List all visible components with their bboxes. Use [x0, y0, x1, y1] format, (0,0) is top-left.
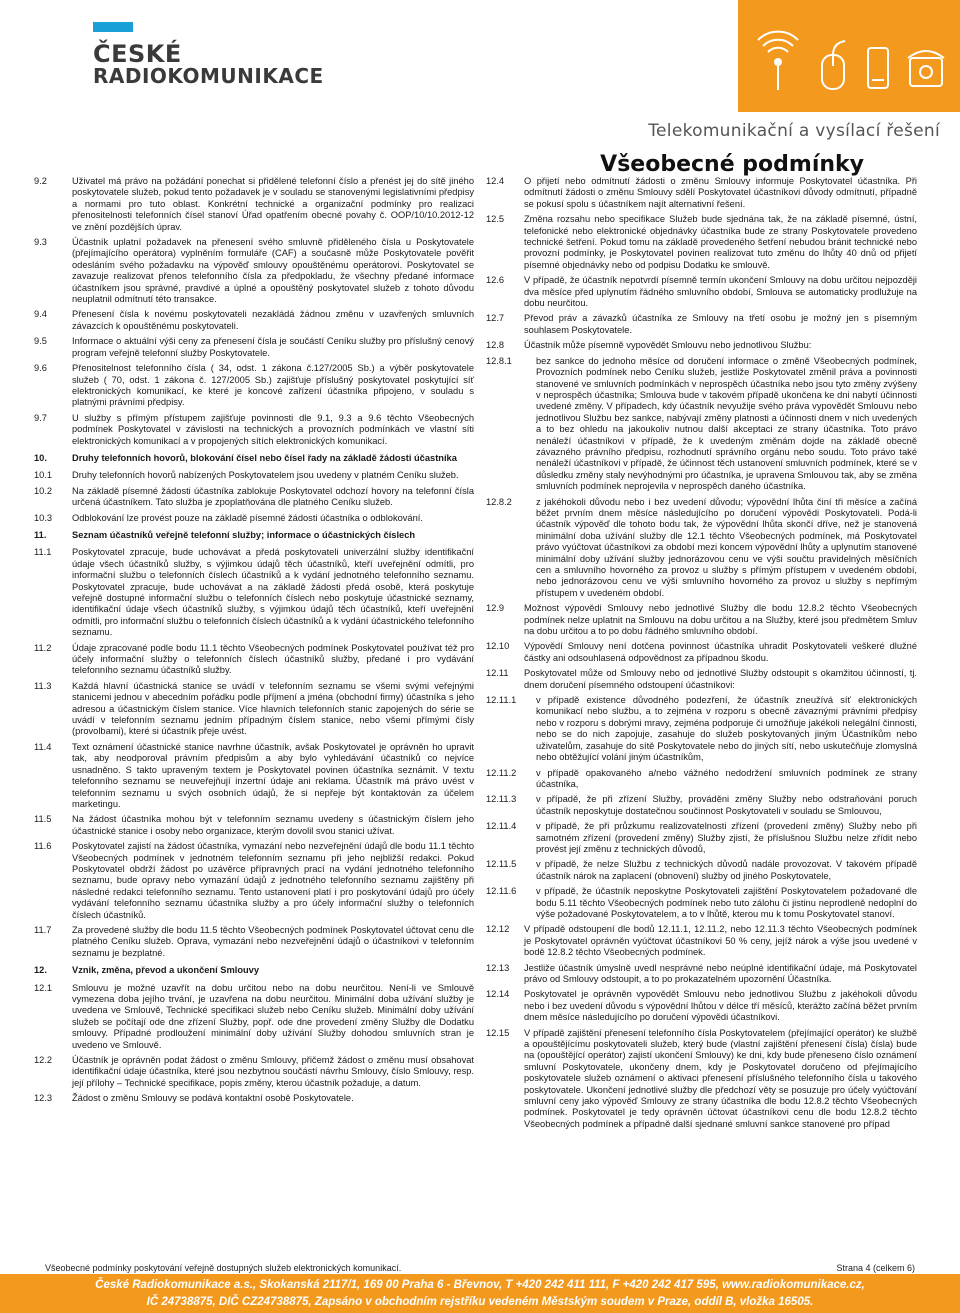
paragraph	[34, 547, 474, 638]
company-address: České Radiokomunikace a.s., Skokanská 2117/1, 169 00 Praha 6 - Břevnov, T +420 242 411 111, F +420 242 417 595, www.radiokomunikace.cz,	[95, 1279, 865, 1291]
paragraph-number: 9.5	[34, 336, 47, 347]
paragraph	[486, 1028, 917, 1131]
paragraph	[34, 176, 474, 233]
paragraph	[34, 1055, 474, 1089]
paragraph	[486, 768, 917, 791]
paragraph-text: Poskytovatel zpracuje, bude uchovávat a předá poskytovateli univerzální služby identifikační údaje všech účastníků služby, s výjimkou údajů těch účastníků, kteří uveřejnění odmítli, pro informační službu o telefonních číslech účastníků a k vydání jednotného telefonního seznamu. Poskytovatel zpracuje, bude uchovávat a na základě žádosti předá osobě, která poskytuje veřejně dostupné informační službu o telefonních číslech nebo poskytuje účastnické seznamy, identifikační údaje všech účastníků služby, s výjimkou údajů těch účastníků, kteří uveřejnění odmítli, pro informační službu o telefonních číslech účastníků a k vydání účastnického telefonního seznamu.	[72, 547, 474, 638]
paragraph-text: Uživatel má právo na požádání ponechat si přidělené telefonní číslo a přenést jej do sítě jiného poskytovatele služeb, pokud tento požadavek je v souladu se stanovenými legislativními předpisy a normami pro tuto oblast. Konkrétní technické a organizační podmínky pro realizaci přenositelnosti telefonních čísel stanoví Úřad opatřením obecné povahy č. OOP/10/10.2012-12 ve znění pozdějších úprav.	[72, 176, 474, 232]
paragraph-number: 12.	[34, 965, 47, 976]
paragraph-text: Seznam účastníků veřejně telefonní služby; informace o účastnických číslech	[72, 529, 416, 540]
paragraph	[34, 983, 474, 1051]
left-column	[34, 176, 474, 1109]
paragraph-number: 12.13	[486, 962, 510, 973]
paragraph-number: 12.3	[34, 1093, 53, 1104]
paragraph	[486, 695, 917, 763]
paragraph	[34, 681, 474, 738]
paragraph-number: 12.7	[486, 313, 505, 324]
paragraph-text: Poskytovatel je oprávněn vypovědět Smlouvu nebo jednotlivou Službu z jakéhokoli důvodu nebo i bez uvedení důvodu s výpovědní lhůtou v délce tří měsíců, kterážto začíná běžet prvním dnem měsíce následujícího po doručení výpovědi účastníkovi.	[524, 989, 917, 1023]
paragraph-text: Na základě písemné žádosti účastníka zablokuje Poskytovatel odchozí hovory na telefonní čísla určená účastníkem. Tato služba je zpoplatňována dle platného Ceníku služeb.	[72, 485, 474, 508]
paragraph-number: 10.3	[34, 512, 53, 523]
paragraph-number: 10.	[34, 452, 47, 463]
paragraph-text: V případě, že účastník nepotvrdí písemně termín ukončení Smlouvy na dobu určitou nejpozději dva měsíce před uplynutím řádného smluvního období, Smlouva se automaticky prodlužuje na dobu neurčitou.	[524, 275, 917, 309]
paragraph-number: 9.6	[34, 363, 47, 374]
paragraph	[486, 924, 917, 958]
paragraph-text: Za provedené služby dle bodu 11.5 těchto Všeobecných podmínek Poskytovatel účtovat cenu dle platného Ceníku služeb. Oprava, vymazání nebo nezveřejnění údajů o účastníkovi v telefonním seznamu je bezplatné.	[72, 924, 474, 958]
paragraph-text: V případě zajištění přenesení telefonního čísla Poskytovatelem (přejímající operátor) ke službě a opouštějícímu poskytovateli služeb, který bude (vlastní zajištění přenesení čísla) čísla) bude na (opouštějící operátor) zajistí ukončení Smlouvy) ke dni, kdy bude přeneseno číslo oznámení smluvní Poskytovatele, ukončeny dnem, kdy je Poskytovatel doručeno od přejímajícího poskytovatele služeb oznámení o aktivaci přenesení příslušného telefonního čísla u takového poskytovatele. Ukončení jednotlivé služby dle předchozí věty se posuzuje pro účely vyúčtování smluvní ceny jako výpověď Smlouvy ze strany účastníka dle bodu 12.8.2 těchto Všeobecných podmínek. Poskytovatel je tedy oprávněn účtovat účastníkovi cenu dle bodu 12.8.2 těchto Všeobecných podmínek a případně další sjednané smluvní sankce stanovené pro případ	[524, 1027, 917, 1129]
document-title: Všeobecné podmínky	[600, 152, 864, 177]
paragraph-text: Přenesení čísla k novému poskytovateli nezakládá žádnou změnu v uzavřených smluvních závazcích k opouštěnému poskytovateli.	[72, 309, 474, 331]
paragraph	[34, 237, 474, 305]
paragraph-number: 11.3	[34, 680, 52, 691]
paragraph-number: 9.2	[34, 176, 47, 186]
paragraph-number: 11.7	[34, 924, 52, 935]
paragraph	[34, 363, 474, 409]
header-icon-panel	[738, 0, 960, 112]
paragraph-number: 12.11.5	[486, 859, 517, 870]
paragraph-text: U služby s přímým přístupem zajišťuje povinnosti dle 9.1, 9.3 a 9.6 těchto Všeobecných podmínek Poskytovatel v závislosti na technických a provozních podmínkách ve vlastní síti elektronických komunikací a v propojených sítích elektronických komunikací.	[72, 412, 474, 446]
paragraph	[486, 821, 917, 855]
paragraph-number: 11.2	[34, 642, 52, 653]
paragraph-number: 9.3	[34, 237, 47, 248]
paragraph-number: 12.10	[486, 641, 510, 652]
paragraph-text: Účastník může písemně vypovědět Smlouvu nebo jednotlivou Službu:	[524, 340, 812, 351]
paragraph	[486, 886, 917, 920]
paragraph	[34, 486, 474, 509]
paragraph	[34, 742, 474, 810]
paragraph-number: 12.15	[486, 1027, 510, 1038]
paragraph	[486, 641, 917, 664]
tagline: Telekomunikační a vysílací řešení	[648, 121, 940, 141]
paragraph-number: 12.11.4	[486, 821, 517, 832]
paragraph-text: Údaje zpracované podle bodu 11.1 těchto Všeobecných podmínek Poskytovatel používat též pro účely informační služby o telefonních číslech účastníků služby, předané i pro vydávání telefonního seznamu účastníků služby.	[72, 642, 474, 676]
paragraph	[34, 513, 474, 524]
paragraph-number: 12.8.2	[486, 496, 512, 507]
paragraph	[486, 214, 917, 271]
paragraph-text: Přenositelnost telefonního čísla ( 34, odst. 1 zákona č.127/2005 Sb.) a výběr poskytovatele služeb ( 70, odst. 1 zákona č. 127/2005 Sb.) zajišťuje příslušný poskytovatel poskytující síť elektronických komunikací, ke které je koncové zařízení účastníka připojeno, v souladu s platnými právními předpisy.	[72, 363, 474, 408]
paragraph-text: Možnost výpovědi Smlouvy nebo jednotlivé Služby dle bodu 12.8.2 těchto Všeobecných podmínek nelze uplatnit na Smlouvu na dobu určitou a na Služby, které jsou předmětem Smluv na dobu určitou a to po dobu řádného smluvního období.	[524, 603, 917, 637]
paragraph-number: 12.8.1	[486, 355, 512, 366]
paragraph-number: 9.4	[34, 309, 47, 320]
footer-text	[45, 1263, 915, 1273]
right-column	[486, 176, 917, 1134]
mouse-icon	[822, 41, 845, 89]
paragraph-number: 11.4	[34, 741, 52, 752]
paragraph-number: 12.14	[486, 989, 510, 1000]
paragraph-number: 12.11.2	[486, 767, 517, 778]
paragraph-number: 12.8	[486, 340, 505, 351]
paragraph-number: 12.11.1	[486, 695, 517, 706]
company-registration: IČ 24738875, DIČ CZ24738875, Zapsáno v obchodním rejstříku vedeném Městským soudem v Praze, oddíl B, vložka 16505.	[146, 1296, 814, 1308]
paragraph	[34, 925, 474, 959]
paragraph-text: v případě existence důvodného podezření, že účastník zneužívá síť elektronických komunikací nebo službu, a to zejména v rozporu s obecně závaznými právními předpisy nebo v rozporu s dobrými mravy, zejména podporuje či umožňuje jakékoli nelegální činnosti, nebo se do nich zapojuje, zasahuje do služeb poskytovaných jiným Účastníkům nebo uživatelům, zasahuje do sítě Poskytovatele nebo do jiných sítí, nebo uskutečňuje zlomyslná nebo obtěžující volání jiným účastníkům,	[536, 695, 917, 763]
paragraph-number: 12.11.6	[486, 886, 517, 897]
paragraph-number: 12.11.3	[486, 794, 517, 805]
paragraph-number: 11.	[34, 529, 47, 540]
paragraph	[486, 176, 917, 210]
footer-document-name: Všeobecné podmínky poskytování veřejně dostupných služeb elektronických komunikací.	[45, 1263, 402, 1273]
paragraph-number: 12.6	[486, 275, 505, 286]
section-heading	[34, 965, 474, 976]
paragraph-text: Výpovědí Smlouvy není dotčena povinnost účastníka uhradit Poskytovateli veškeré dlužné částky ani odsouhlasená odpovědnost za případnou škodu.	[524, 641, 917, 663]
paragraph-number: 12.4	[486, 176, 505, 186]
mobile-phone-icon	[868, 48, 888, 88]
paragraph-number: 12.1	[34, 982, 53, 993]
paragraph-text: Každá hlavní účastnická stanice se uvádí v telefonním seznamu se všemi svými veřejnými stanicemi jednou v abecedním pořádku podle příjmení a jména (obchodní firmy) účastníka s jeho adresou a účastnickým číslem stanice. Více hlavních telefonních stanic zapojených do série se uvádí v telefonním seznamu jedním případným číslem stanice, nebo všemi přímými čísly (provolbami), které si účastník přeje uvést.	[72, 680, 474, 737]
paragraph-text: Jestliže účastník úmyslně uvedl nesprávné nebo neúplné identifikační údaje, má Poskytovatel právo od Smlouvy odstoupit, a to po prokazatelném upozornění Účastníka.	[524, 962, 917, 984]
paragraph-text: Druhy telefonních hovorů, blokování čísel nebo čísel řady na základě žádosti účastníka	[72, 452, 457, 463]
telephone-icon	[908, 51, 944, 86]
paragraph-text: Poskytovatel zajistí na žádost účastníka, vymazání nebo nezveřejnění údajů dle bodu 11.1 těchto Všeobecných podmínek v jednotném telefonním seznamu při jeho nejbližší redakci. Pokud Poskytovatel obdrží žádost po uzávěrce přípravných prací na vydání jednotného telefonního seznamu, bude opravy nebo vymazání údajů z jednotného telefonního seznamu zajištěny při následné redakci telefonního seznamu. Tento ustanovení platí i pro poskytování údajů pro účely vydávání telefonního seznamu účastníka služby a pro účely informační služby o telefonních číslech účastníků.	[72, 841, 474, 920]
paragraph-text: Text oznámení účastnické stanice navrhne účastník, avšak Poskytovatel je oprávněn ho upravit tak, aby neodporoval právním předpisům a aby bylo vyhledávání účastníků co nejvíce usnadněno. S takto upraveným textem je Poskytovatel povinen účastníka seznámit. V textu telefonního seznamu se neuveřejňují inzertní údaje ani reklama. Účastník má právo uvést v telefonním seznamu u svých osobních údajů, že si nepřeje být kontaktován za účelem marketingu.	[72, 741, 474, 809]
paragraph-text: V případě odstoupení dle bodů 12.11.1, 12.11.2, nebo 12.11.3 těchto Všeobecných podmínek je Poskytovatel oprávněn vyúčtovat účastníkovi 50 % ceny, jejíž nárok a výše jsou uvedené v bodě 12.8.2 těchto Všeobecných podmínek.	[524, 924, 917, 958]
paragraph-text: Informace o aktuální výši ceny za přenesení čísla je součástí Ceníku služby pro příslušný cenový program veřejně telefonní služby Poskytovatele.	[72, 336, 474, 358]
paragraph-text: v případě, že při zřízení Služby, prováděni změny Služby nebo odstraňování poruch účastník neposkytuje dostatečnou součinnost Poskytovateli v souladu se Smlouvou,	[536, 794, 917, 816]
paragraph	[486, 340, 917, 351]
paragraph	[486, 859, 917, 882]
paragraph-number: 12.12	[486, 924, 510, 935]
paragraph-number: 11.5	[34, 814, 52, 825]
paragraph-text: v případě, že nelze Službu z technických důvodů nadále provozovat. V takovém případě účastník nárok na zaplacení (obnovení) služby od jiného Poskytovatele,	[536, 859, 917, 881]
paragraph	[34, 470, 474, 481]
paragraph	[486, 989, 917, 1023]
page-header	[0, 0, 960, 190]
logo-line-1: ČESKÉ	[93, 40, 182, 68]
company-info-bar	[0, 1274, 960, 1313]
paragraph-text: z jakéhokoli důvodu nebo i bez uvedení důvodu; výpovědní lhůta činí tři měsíce a začíná běžet prvním dnem měsíce následujícího po doručení výpovědi Poskytovateli. Podá-li účastník výpověď dle tohoto bodu tak, že výpovědní lhůta skončí dříve, než je stanovená minimální doba užívání služby dle 12.1 těchto Všeobecných podmínek, má Poskytovatel právo vyúčtovat účastníkovi za období mezi koncem výpovědní lhůty a uplynutím stanovené minimální doby užívání služby jednorázovou cenu ve výši součtu pravidelných měsíčních cen a smluvního hovorného za provoz u služby s přímým přístupem v uvedeném období, nebo jednorázovou cenu ve výši smluvního hovorného za provoz u služby s nepřímým přístupem v uvedeném období.	[536, 496, 917, 598]
paragraph-number: 12.9	[486, 603, 505, 614]
paragraph-text: Změna rozsahu nebo specifikace Služeb bude sjednána tak, že na základě písemné, ústní, telefonické nebo elektronické objednávky účastníka bude ze strany Poskytovatele provedeno technické šetření. Pokud tomu na základě provedeného šetření nebudou bránit technické nebo provozní podmínky, je Poskytovatel povinen realizovat tuto změnu do lhůty 40 dnů od přijetí písemné objednávky nebo od podpisu Dodatku ke smlouvě.	[524, 214, 917, 270]
section-heading	[34, 530, 474, 541]
section-heading	[34, 453, 474, 464]
page-number: Strana 4 (celkem 6)	[836, 1263, 915, 1273]
paragraph	[34, 1093, 474, 1104]
paragraph	[486, 497, 917, 600]
paragraph	[486, 313, 917, 336]
paragraph	[486, 668, 917, 691]
paragraph	[486, 603, 917, 637]
paragraph-text: Poskytovatel může od Smlouvy nebo od jednotlivé Služby odstoupit s okamžitou účinností, tj. dnem doručení písemného odstoupení účastníkovi:	[524, 668, 917, 690]
paragraph-text: v případě, že účastník neposkytne Poskytovateli zajištění Poskytovatelem požadované dle bodu 5.11 těchto Všeobecných podmínek nebo tuto zálohu či jistinu neprodleně nedoplní do výše požadované Poskytovatelem, a to v lhůtě, kterou mu k tomu Poskytovatel stanoví.	[536, 886, 917, 919]
paragraph	[486, 794, 917, 817]
paragraph-text: O přijetí nebo odmítnutí žádosti o změnu Smlouvy informuje Poskytovatel účastníka. Při odmítnutí žádosti o změnu Smlouvy sdělí Poskytovatel účastníkovi důvody odmítnutí, případně se pokusí spolu s účastníkem najít alternativní řešení.	[524, 176, 917, 209]
paragraph-number: 11.6	[34, 841, 52, 852]
paragraph-number: 10.1	[34, 470, 53, 481]
paragraph-text: v případě, že při průzkumu realizovatelnosti zřízení (provedení změny) Služby nebo při samotném zřízení (provedení změny) Služby zjistí, že příslušnou Službu nelze zřídit nebo provést její změnu z technických důvodů,	[536, 821, 917, 854]
paragraph-number: 12.11	[486, 668, 509, 679]
paragraph-text: Účastník uplatní požadavek na přenesení svého smluvně přiděleného čísla u Poskytovatele (přejímajícího operátora) vyplněním formuláře (CAF) a současně může Poskytovatele pověřit odesláním svého požadavku na výpověď smlouvy opouštěnému operátorovi. Poskytovatel se zavazuje realizovat přenos telefonního čísla za předpokladu, že všechny předané informace účastníkem jsou správné, pravdivé a úplné a opouštěný poskytovatel služeb z tohoto důvodu neuplatnil odmítnutí této transakce.	[72, 237, 474, 305]
paragraph	[34, 841, 474, 921]
paragraph	[486, 356, 917, 493]
paragraph-text: Žádost o změnu Smlouvy se podává kontaktní osobě Poskytovatele.	[72, 1093, 354, 1104]
paragraph-text: v případě opakovaného a/nebo vážného nedodržení smluvních podmínek ze strany účastníka,	[536, 767, 917, 789]
paragraph-number: 11.1	[34, 547, 52, 558]
paragraph	[34, 309, 474, 332]
paragraph	[34, 413, 474, 447]
paragraph	[486, 963, 917, 986]
paragraph	[34, 643, 474, 677]
paragraph-text: Smlouvu je možné uzavřít na dobu určitou nebo na dobu neurčitou. Není-li ve Smlouvě vymezena doba jejího trvání, je uzavřena na dobu neurčitou. Minimální doba užívání služby je uvedena ve Smlouvě, Technické specifikaci služeb nebo Ceníku služeb. Minimální doby užívání služeb se počítají ode dne zřízení Služby, popř. ode dne provedení změny Služby dle Dodatku smlouvy. Případné prodloužení minimální doby užívání Služby dohodou smluvních stran je uvedeno ve Smlouvě.	[72, 982, 474, 1050]
paragraph-number: 12.5	[486, 214, 505, 225]
logo-accent-bar	[93, 22, 133, 32]
paragraph-text: Účastník je oprávněn podat žádost o změnu Smlouvy, přičemž žádost o změnu musí obsahovat identifikační údaje účastníka, které jsou nezbytnou součástí návrhu Smlouvy, číslo Smlouvy, resp. její přílohy – Technické specifikace, popis změny, kterou účastník požaduje, a datum.	[72, 1055, 474, 1088]
paragraph-text: Odblokování lze provést pouze na základě písemné žádosti účastníka o odblokování.	[72, 512, 423, 523]
paragraph	[34, 814, 474, 837]
paragraph-text: bez sankce do jednoho měsíce od doručení informace o změně Všeobecných podmínek, Provozních podmínek nebo Ceníku služeb, jestliže Poskytovatel změnil práva a povinnosti stanovené ve smluvních podmínkách v neprospěch účastníka nebo jsou tyto změny zvýšeny v neprospěch účastníka; Smlouva bude v takovém případě ukončena ke dni nabytí účinnosti uvedené změny. V případech, kdy účastník nevyužije svého práva vypovědět Smlouvu nebo jednotlivou Službu bez sankce, nabývají změny platnosti a účinnosti dnem v nich uvedených a to bez ohledu na jakoukoliv nutnou další akceptaci ze strany účastníka. Toto právo nenáleží účastníkovi v případě, že k uvedeným změnám dojde na základě obecně závazného právního předpisu, rozhodnutí správního orgánu nebo soudu. Toto právo také nenáleží účastníkovi v případě, že účinnost těch ustanovení smluvních podmínek, které se v důsledku změny staly nevýhodnými pro účastníka, je upravena Smlouvou tak, aby se změna smluvních podmínek neprojevila v neprospěch daného účastníka.	[536, 355, 917, 492]
paragraph-text: Převod práv a závazků účastníka ze Smlouvy na třetí osobu je možný jen s písemným souhlasem Poskytovatele.	[524, 313, 917, 335]
paragraph-number: 12.2	[34, 1055, 53, 1066]
signal-icon	[758, 32, 798, 90]
paragraph-text: Na žádost účastníka mohou být v telefonním seznamu uvedeny s účastnickým číslem jeho účastnické stanice i osoby nebo organizace, kterým dovolil svou stanici užívat.	[72, 814, 474, 836]
paragraph-text: Vznik, změna, převod a ukončení Smlouvy	[72, 965, 260, 976]
paragraph-number: 9.7	[34, 412, 47, 423]
paragraph	[486, 275, 917, 309]
logo-line-2: RADIOKOMUNIKACE	[93, 64, 324, 88]
paragraph-text: Druhy telefonních hovorů nabízených Poskytovatelem jsou uvedeny v platném Ceníku služeb.	[72, 470, 459, 481]
paragraph-number: 10.2	[34, 485, 53, 496]
paragraph	[34, 336, 474, 359]
